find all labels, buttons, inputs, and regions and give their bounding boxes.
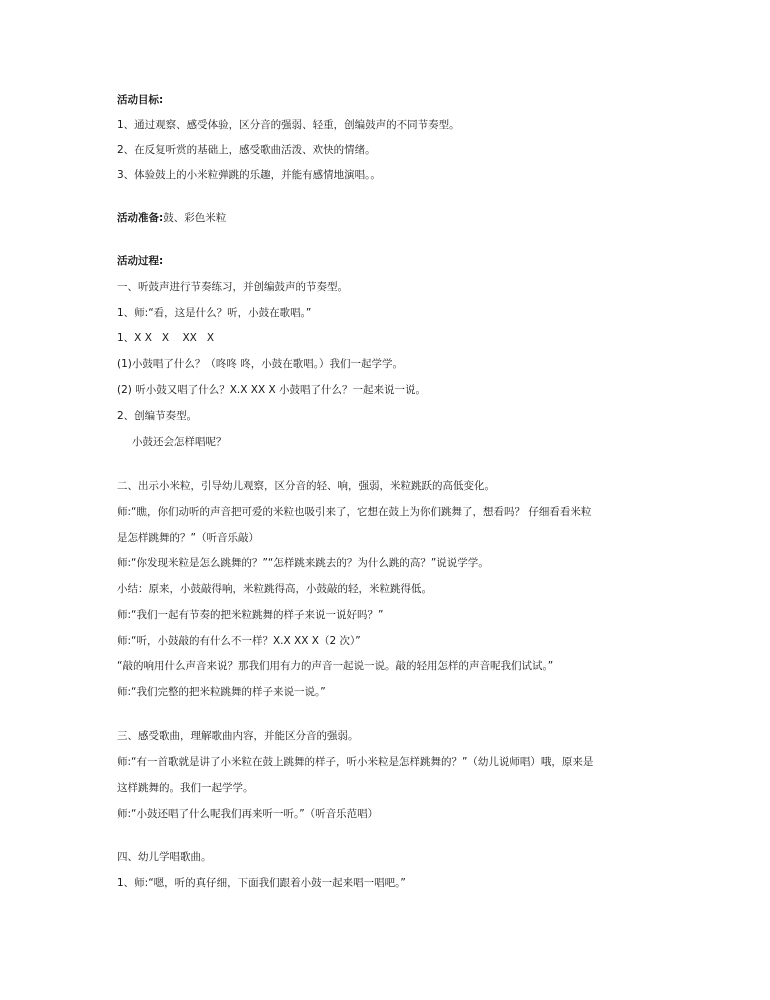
paragraph-line: (1)小鼓唱了什么？（咚咚 咚，小鼓在歌唱。）我们一起学学。 (117, 358, 403, 370)
section-1-heading: 一、听鼓声进行节奏练习，并创编鼓声的节奏型。 (117, 281, 348, 293)
section-4-heading: 四、幼儿学唱歌曲。 (117, 851, 212, 863)
prep-title: 活动准备: (117, 212, 164, 224)
paragraph-line: 小鼓还会怎样唱呢？ (132, 436, 227, 448)
prep-text: 鼓、彩色米粒 (163, 212, 227, 224)
section-3-heading: 三、感受歌曲，理解歌曲内容，并能区分音的强弱。 (117, 730, 359, 742)
goal-item-2: 2、在反复听赏的基础上，感受歌曲活泼、欢快的情绪。 (117, 144, 376, 156)
prep-line (117, 211, 670, 225)
paragraph-line: 是怎样跳舞的？”（听音乐敲） (117, 532, 259, 544)
paragraph-line: 师:“瞧，你们动听的声音把可爱的米粒也吸引来了，它想在鼓上为你们跳舞了，想看吗？ 仔细看看米粒 (117, 506, 592, 518)
paragraph-line: 1、师:“看，这是什么？听，小鼓在歌唱。” (117, 307, 312, 319)
paragraph-line: “敲的响用什么声音来说？那我们用有力的声音一起说一说。敲的轻用怎样的声音呢我们试试。” (117, 660, 554, 672)
paragraph-line: (2) 听小鼓又唱了什么？X.X XX X 小鼓唱了什么？一起来说一说。 (117, 384, 427, 396)
paragraph-line: 师:“听，小鼓敲的有什么不一样？X.X XX X（2 次）” (117, 635, 361, 647)
paragraph-line: 这样跳舞的。我们一起学学。 (117, 782, 254, 794)
goal-item-3: 3、体验鼓上的小米粒弹跳的乐趣，并能有感情地演唱。。 (117, 169, 381, 181)
goal-item-1: 1、通过观察、感受体验，区分音的强弱、轻重，创编鼓声的不同节奏型。 (117, 119, 460, 131)
paragraph-line: 小结：原来，小鼓敲得响，米粒跳得高，小鼓敲的轻，米粒跳得低。 (117, 583, 432, 595)
paragraph-line: 2、创编节奏型。 (117, 410, 198, 422)
paragraph-line: 师:“有一首歌就是讲了小米粒在鼓上跳舞的样子，听小米粒是怎样跳舞的？”（幼儿说师唱）哦，原来是 (117, 756, 594, 768)
section-2-heading: 二、出示小米粒，引导幼儿观察，区分音的轻、响，强弱，米粒跳跃的高低变化。 (117, 480, 495, 492)
paragraph-line: 师:“我们一起有节奏的把米粒跳舞的样子来说一说好吗？” (117, 609, 384, 621)
paragraph-line: 1、师:“嗯，听的真仔细，下面我们跟着小鼓一起来唱一唱吧。” (117, 877, 406, 889)
paragraph-line: 师:“你发现米粒是怎么跳舞的？”“怎样跳来跳去的？为什么跳的高？”说说学学。 (117, 557, 489, 569)
process-title: 活动过程: (117, 255, 164, 267)
paragraph-line: 师:“小鼓还唱了什么呢我们再来听一听。”（听音乐范唱） (117, 808, 379, 820)
paragraph-line: 师:“我们完整的把米粒跳舞的样子来说一说。” (117, 686, 326, 698)
goals-title: 活动目标: (117, 94, 164, 106)
rhythm-line: 1、X X X XX X (117, 332, 215, 344)
